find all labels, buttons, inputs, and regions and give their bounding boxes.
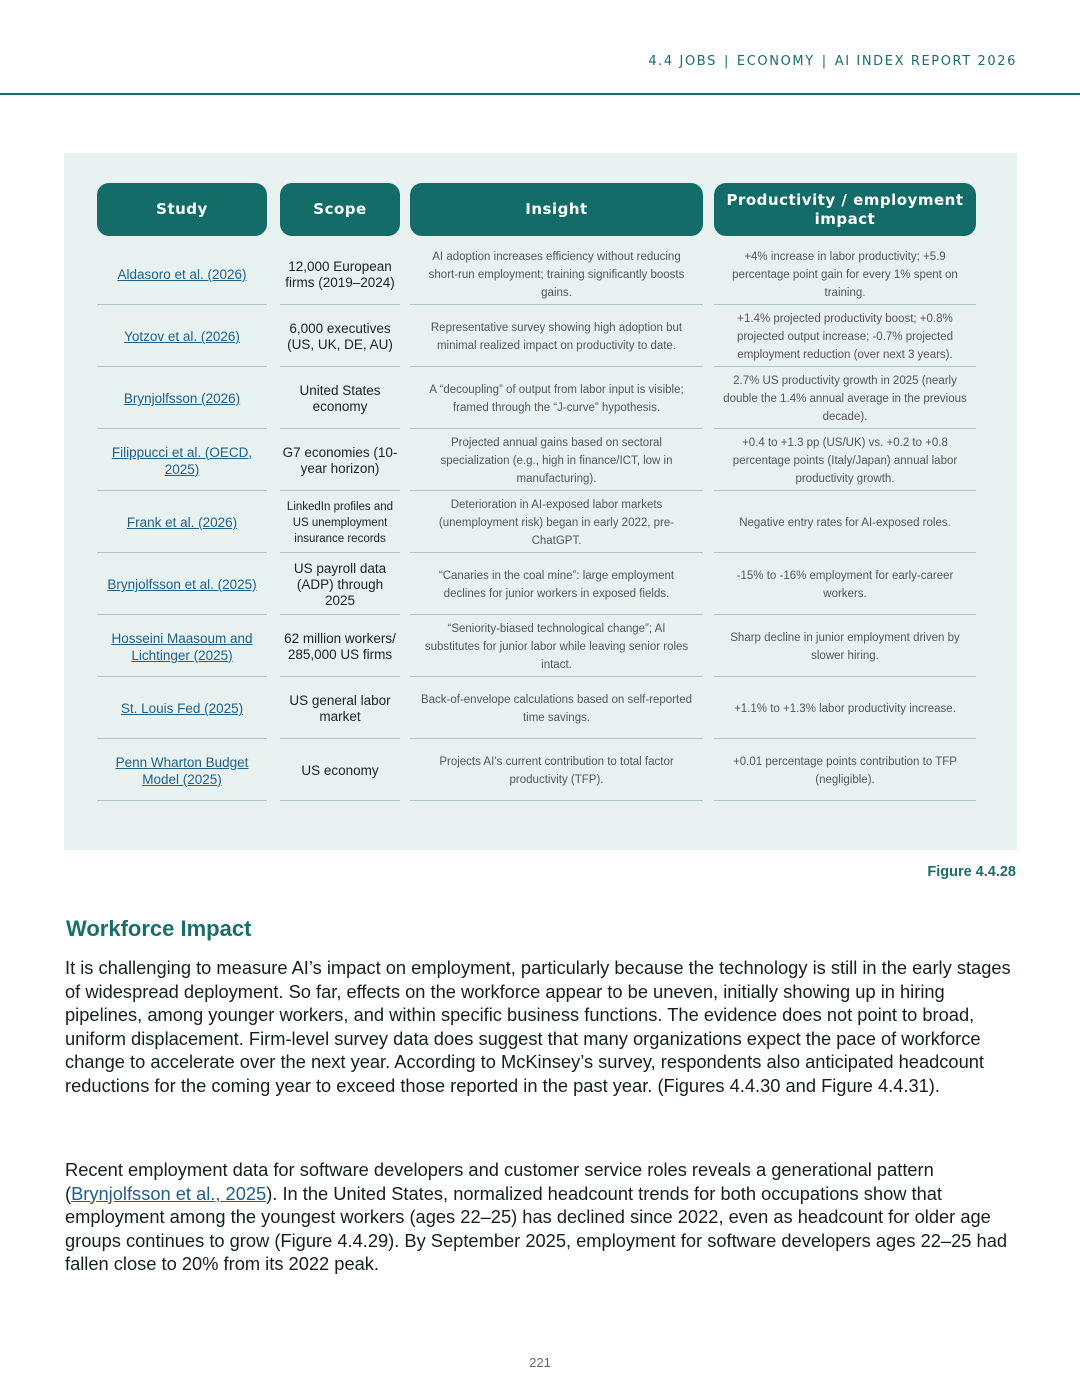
impact-cell: +1.4% projected productivity boost; +0.8% projected output increase; -0.7% projected employment reduction (over next 3 years).: [714, 307, 976, 367]
header-rule: [0, 93, 1080, 95]
insight-cell: Back-of-envelope calculations based on self-reported time savings.: [410, 679, 703, 739]
scope-cell: 62 million workers/ 285,000 US firms: [280, 617, 400, 677]
impact-cell: +1.1% to +1.3% labor productivity increase.: [714, 679, 976, 739]
impact-cell: Sharp decline in junior employment driven by slower hiring.: [714, 617, 976, 677]
impact-cell: +4% increase in labor productivity; +5.9 percentage point gain for every 1% spent on training.: [714, 245, 976, 305]
impact-cell: +0.01 percentage points contribution to TFP (negligible).: [714, 741, 976, 801]
table-row: [0, 245, 1080, 305]
insight-cell: Representative survey showing high adoption but minimal realized impact on productivity to date.: [410, 307, 703, 367]
body-paragraph: It is challenging to measure AI’s impact on employment, particularly because the technology is still in the early stages of widespread deployment. So far, effects on the workforce appear to be uneven, initially showing up in hiring pipelines, among younger workers, and within specific business functions. The evidence does not point to broad, uniform displacement. Firm-level survey data does suggest that many organizations expect the pace of workforce change to accelerate over the next year. According to McKinsey’s survey, respondents also anticipated headcount reductions for the coming year to exceed those reported in the past year. (Figures 4.4.30 and Figure 4.4.31).: [65, 957, 1011, 1096]
header-section: 4.4 JOBS: [648, 54, 717, 69]
column-header-study: Study: [97, 183, 267, 236]
column-header-insight: Insight: [410, 183, 703, 236]
table-row: [0, 555, 1080, 615]
page-number: 221: [529, 1355, 551, 1370]
body-paragraph: [65, 1158, 1020, 1276]
paragraph-text: ). In the United States, normalized headcount trends for both occupations show that employment among the youngest workers (ages 22–25) has declined since 2022, even as headcount for older age groups continues to grow (Figure 4.4.29). By September 2025, employment for software developers ages 22–25 had fallen close to 20% from its 2022 peak.: [65, 1182, 1008, 1274]
scope-cell: G7 economies (10-year horizon): [280, 431, 400, 491]
scope-cell: United States economy: [280, 369, 400, 429]
impact-cell: -15% to -16% employment for early-career workers.: [714, 555, 976, 615]
table-row: [0, 431, 1080, 491]
study-link[interactable]: Aldasoro et al. (2026): [97, 245, 267, 305]
column-header-impact: Productivity / employment impact: [714, 183, 976, 236]
scope-cell: US economy: [280, 741, 400, 801]
impact-cell: 2.7% US productivity growth in 2025 (nearly double the 1.4% annual average in the previous decade).: [714, 369, 976, 429]
insight-cell: Deterioration in AI-exposed labor markets (unemployment risk) began in early 2022, pre-ChatGPT.: [410, 493, 703, 553]
paragraph-text: Recent employment data for software developers and customer service roles reveals a generational pattern (: [65, 1159, 934, 1204]
insight-cell: Projected annual gains based on sectoral specialization (e.g., high in finance/ICT, low in manufacturing).: [410, 431, 703, 491]
citation-link[interactable]: Brynjolfsson et al., 2025: [71, 1182, 267, 1204]
table-row: [0, 307, 1080, 367]
scope-cell: 6,000 executives (US, UK, DE, AU): [280, 307, 400, 367]
running-header: [648, 54, 1017, 69]
table-row: [0, 369, 1080, 429]
study-link[interactable]: St. Louis Fed (2025): [97, 679, 267, 739]
table-row: [0, 493, 1080, 553]
column-header-scope: Scope: [280, 183, 400, 236]
table-row: [0, 679, 1080, 739]
scope-cell: US payroll data (ADP) through 2025: [280, 555, 400, 615]
scope-cell: LinkedIn profiles and US unemployment insurance records: [280, 493, 400, 553]
study-link[interactable]: Frank et al. (2026): [97, 493, 267, 553]
header-separator: |: [723, 54, 730, 69]
insight-cell: AI adoption increases efficiency without reducing short-run employment; training significantly boosts gains.: [410, 245, 703, 305]
header-report: AI INDEX REPORT 2026: [834, 54, 1017, 69]
section-title: Workforce Impact: [66, 916, 252, 941]
insight-cell: “Canaries in the coal mine”: large employment declines for junior workers in exposed fields.: [410, 555, 703, 615]
scope-cell: US general labor market: [280, 679, 400, 739]
scope-cell: 12,000 European firms (2019–2024): [280, 245, 400, 305]
insight-cell: Projects AI’s current contribution to total factor productivity (TFP).: [410, 741, 703, 801]
figure-label: Figure 4.4.28: [927, 864, 1016, 880]
table-row: [0, 617, 1080, 677]
table-row: [0, 741, 1080, 801]
impact-cell: Negative entry rates for AI-exposed roles.: [714, 493, 976, 553]
impact-cell: +0.4 to +1.3 pp (US/UK) vs. +0.2 to +0.8 percentage points (Italy/Japan) annual labor productivity growth.: [714, 431, 976, 491]
insight-cell: “Seniority-biased technological change”; AI substitutes for junior labor while leaving senior roles intact.: [410, 617, 703, 677]
study-link[interactable]: Penn Wharton Budget Model (2025): [97, 741, 267, 801]
study-link[interactable]: Hosseini Maasoum and Lichtinger (2025): [97, 617, 267, 677]
header-chapter: ECONOMY: [736, 54, 815, 69]
study-link[interactable]: Filippucci et al. (OECD, 2025): [97, 431, 267, 491]
study-link[interactable]: Yotzov et al. (2026): [97, 307, 267, 367]
insight-cell: A “decoupling” of output from labor input is visible; framed through the “J-curve” hypothesis.: [410, 369, 703, 429]
study-link[interactable]: Brynjolfsson (2026): [97, 369, 267, 429]
study-link[interactable]: Brynjolfsson et al. (2025): [97, 555, 267, 615]
header-separator: |: [821, 54, 828, 69]
